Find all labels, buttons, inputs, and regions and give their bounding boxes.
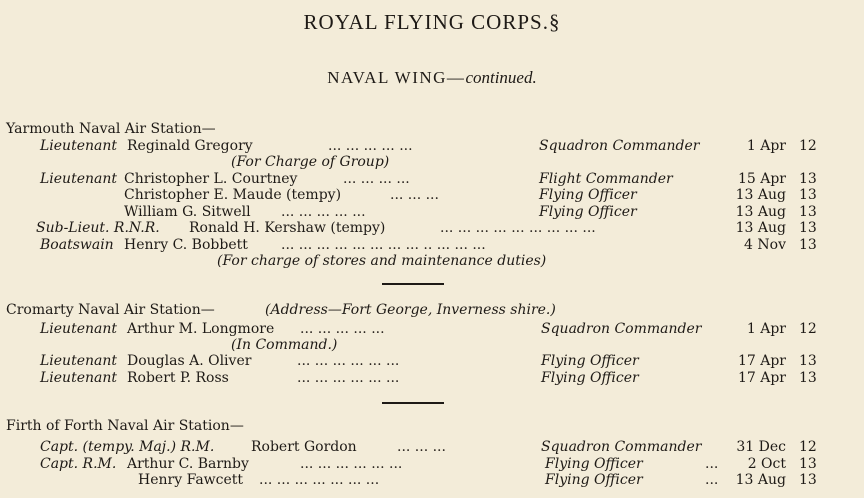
appointment: Flight Commander [539, 171, 673, 187]
appointment: Flying Officer [545, 456, 643, 472]
section-heading-text: Cromarty Naval Air Station— [6, 302, 215, 318]
officer-name: Robert P. Ross [127, 370, 229, 386]
officer-name: Henry Fawcett [138, 472, 244, 488]
year: 12 [799, 138, 817, 154]
leader-dots: ... ... ... ... ... ... [297, 370, 400, 386]
appointment: Flying Officer [541, 353, 639, 369]
appointment: Squadron Commander [541, 321, 702, 337]
year: 12 [799, 439, 817, 455]
date: 31 Dec [736, 439, 786, 455]
leader-dots: ... ... ... [397, 439, 446, 455]
list-item [0, 321, 864, 338]
year: 13 [799, 237, 817, 253]
date: 15 Apr [737, 171, 786, 187]
rank: Lieutenant [40, 321, 117, 337]
officer-name: Christopher E. Maude (tempy) [124, 187, 342, 203]
officer-name: Douglas A. Oliver [127, 353, 252, 369]
leader-dots: ... ... ... [390, 187, 439, 203]
rank: Lieutenant [40, 370, 117, 386]
leader-dots: ... ... ... ... ... ... ... [259, 472, 380, 488]
year: 13 [799, 220, 817, 236]
list-item-note [0, 253, 864, 270]
appointment: Flying Officer [539, 204, 637, 220]
officer-name: Arthur M. Longmore [127, 321, 275, 337]
appointment: Flying Officer [545, 472, 643, 488]
leader-dots: ... ... ... ... ... ... ... ... .. ... ... ... [281, 237, 486, 253]
date: 13 Aug [735, 472, 786, 488]
date: 2 Oct [747, 456, 786, 472]
year: 13 [799, 353, 817, 369]
rank: Boatswain [40, 237, 114, 253]
section-heading [0, 418, 864, 435]
list-item-note [0, 337, 864, 354]
list-item [0, 456, 864, 473]
rank: Lieutenant [40, 138, 117, 154]
note: (For Charge of Group) [231, 154, 390, 170]
officer-name: William G. Sitwell [124, 204, 251, 220]
page-title: ROYAL FLYING CORPS.§ [303, 10, 561, 34]
date: 1 Apr [746, 138, 786, 154]
section-heading [0, 121, 864, 138]
leader-dots: ... ... ... ... ... [328, 138, 413, 154]
officer-name: Christopher L. Courtney [124, 171, 298, 187]
appointment-leader-dots: ... [705, 456, 719, 472]
rank: Sub-Lieut. R.N.R. [36, 220, 160, 236]
list-item [0, 439, 864, 456]
appointment: Squadron Commander [539, 138, 700, 154]
list-item [0, 370, 864, 387]
year: 13 [799, 171, 817, 187]
list-item [0, 187, 864, 204]
list-item [0, 353, 864, 370]
note: (In Command.) [231, 337, 338, 353]
year: 13 [799, 204, 817, 220]
section-heading [0, 302, 864, 319]
officer-name: Arthur C. Barnby [127, 456, 249, 472]
leader-dots: ... ... ... ... ... ... [300, 456, 403, 472]
date: 17 Apr [737, 370, 786, 386]
section-divider [382, 283, 444, 285]
officer-name: Reginald Gregory [127, 138, 253, 154]
list-item [0, 204, 864, 221]
note: (For charge of stores and maintenance duties) [217, 253, 547, 269]
appointment: Squadron Commander [541, 439, 702, 455]
year: 13 [799, 472, 817, 488]
officer-name: Henry C. Bobbett [124, 237, 248, 253]
section-address: (Address—Fort George, Inverness shire.) [265, 302, 556, 318]
section-heading-text: Firth of Forth Naval Air Station— [6, 418, 244, 434]
appointment: Flying Officer [541, 370, 639, 386]
list-item [0, 220, 864, 237]
officer-name: Ronald H. Kershaw (tempy) [189, 220, 386, 236]
leader-dots: ... ... ... ... ... [300, 321, 385, 337]
list-item [0, 472, 864, 489]
list-item [0, 237, 864, 254]
year: 12 [799, 321, 817, 337]
year: 13 [799, 370, 817, 386]
leader-dots: ... ... ... ... [343, 171, 410, 187]
year: 13 [799, 456, 817, 472]
leader-dots: ... ... ... ... ... ... ... ... ... [440, 220, 596, 236]
officer-name: Robert Gordon [251, 439, 357, 455]
rank: Lieutenant [40, 171, 117, 187]
page-subtitle [0, 68, 864, 88]
appointment-leader-dots: ... [705, 472, 719, 488]
leader-dots: ... ... ... ... ... ... [297, 353, 400, 369]
date: 13 Aug [735, 187, 786, 203]
rank: Capt. (tempy. Maj.) R.M. [40, 439, 215, 455]
date: 17 Apr [737, 353, 786, 369]
list-item [0, 171, 864, 188]
rank: Capt. R.M. [40, 456, 117, 472]
list-item [0, 138, 864, 155]
section-heading-text: Yarmouth Naval Air Station— [6, 121, 216, 137]
year: 13 [799, 187, 817, 203]
subtitle-continued: continued. [465, 68, 537, 87]
date: 13 Aug [735, 204, 786, 220]
date: 13 Aug [735, 220, 786, 236]
leader-dots: ... ... ... ... ... [281, 204, 366, 220]
section-divider [382, 402, 444, 404]
date: 4 Nov [744, 237, 786, 253]
subtitle-main: NAVAL WING— [327, 68, 466, 87]
rank: Lieutenant [40, 353, 117, 369]
appointment: Flying Officer [539, 187, 637, 203]
date: 1 Apr [746, 321, 786, 337]
list-item-note [0, 154, 864, 171]
